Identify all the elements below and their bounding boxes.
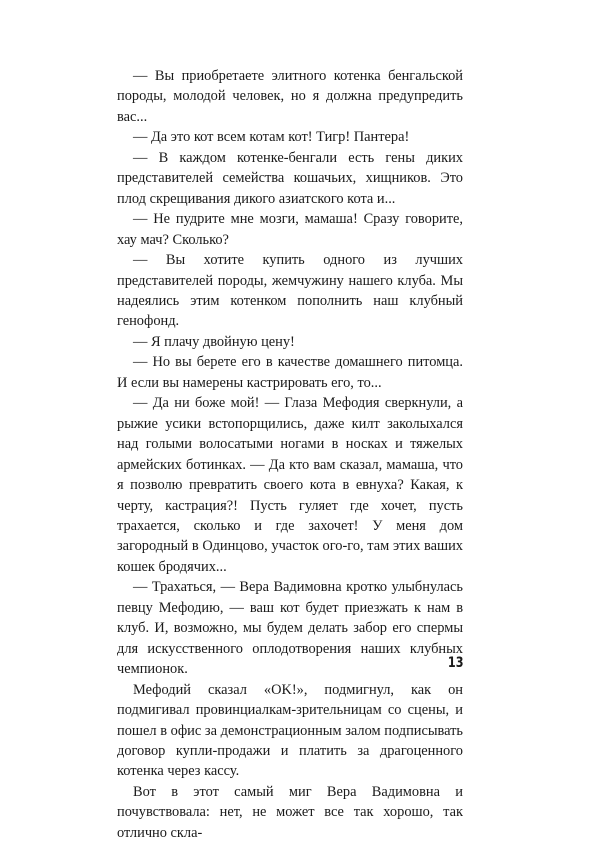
paragraph: — Не пудрите мне мозги, мамаша! Сразу говорите, хау мач? Сколько? (117, 211, 463, 248)
paragraph: — Вы хотите купить одного из лучших представителей породы, жемчужину нашего клуба. Мы надеялись этим котенком пополнить наш клубный генофонд. (117, 252, 463, 330)
paragraph: Мефодий сказал «OK!», подмигнул, как он подмигивал провинциалкам-зрительницам со сцены, и пошел в офис за демонстрационным залом подписывать договор купли-продажи и платить за драгоценного котенка через кассу. (117, 681, 463, 780)
paragraph: — Да это кот всем котам кот! Тигр! Пантера! (133, 129, 410, 146)
paragraph: — Да ни боже мой! — Глаза Мефодия сверкнули, а рыжие усики встопорщились, даже килт заколыхался над голыми волосатыми ногами в носках и тяжелых армейских ботинках. — Да кто вам сказал, мамаша, что я позволю превратить своего кота в евнуха? Какая, к черту, кастрация?! Пусть гуляет где хочет, пусть трахается, сколько и где захочет! У меня дом загородный в Одинцово, участок ого-го, там этих ваших кошек бродячих... (117, 395, 463, 575)
paragraph: — Но вы берете его в качестве домашнего питомца. И если вы намерены кастрировать его, то... (117, 354, 463, 391)
paragraph: — Вы приобретаете элитного котенка бенгальской породы, молодой человек, но я должна предупредить вас... (117, 68, 463, 125)
paragraph: — В каждом котенке-бенгали есть гены диких представителей семейства кошачьих, хищников. Это плод скрещивания дикого азиатского кота и... (117, 149, 463, 207)
paragraph: Вот в этот самый миг Вера Вадимовна и почувствовала: нет, не может все так хорошо, так отлично скла- (117, 783, 463, 841)
page-number: 13 (447, 655, 463, 671)
paragraph: — Я плачу двойную цену! (133, 333, 295, 350)
paragraph: — Трахаться, — Вера Вадимовна кротко улыбнулась певцу Мефодию, — ваш кот будет приезжать к нам в клуб. И, возможно, мы будем делать забор его спермы для искусственного оплодотворения наших клубных чемпионок. (117, 579, 463, 678)
body-text (117, 66, 463, 843)
